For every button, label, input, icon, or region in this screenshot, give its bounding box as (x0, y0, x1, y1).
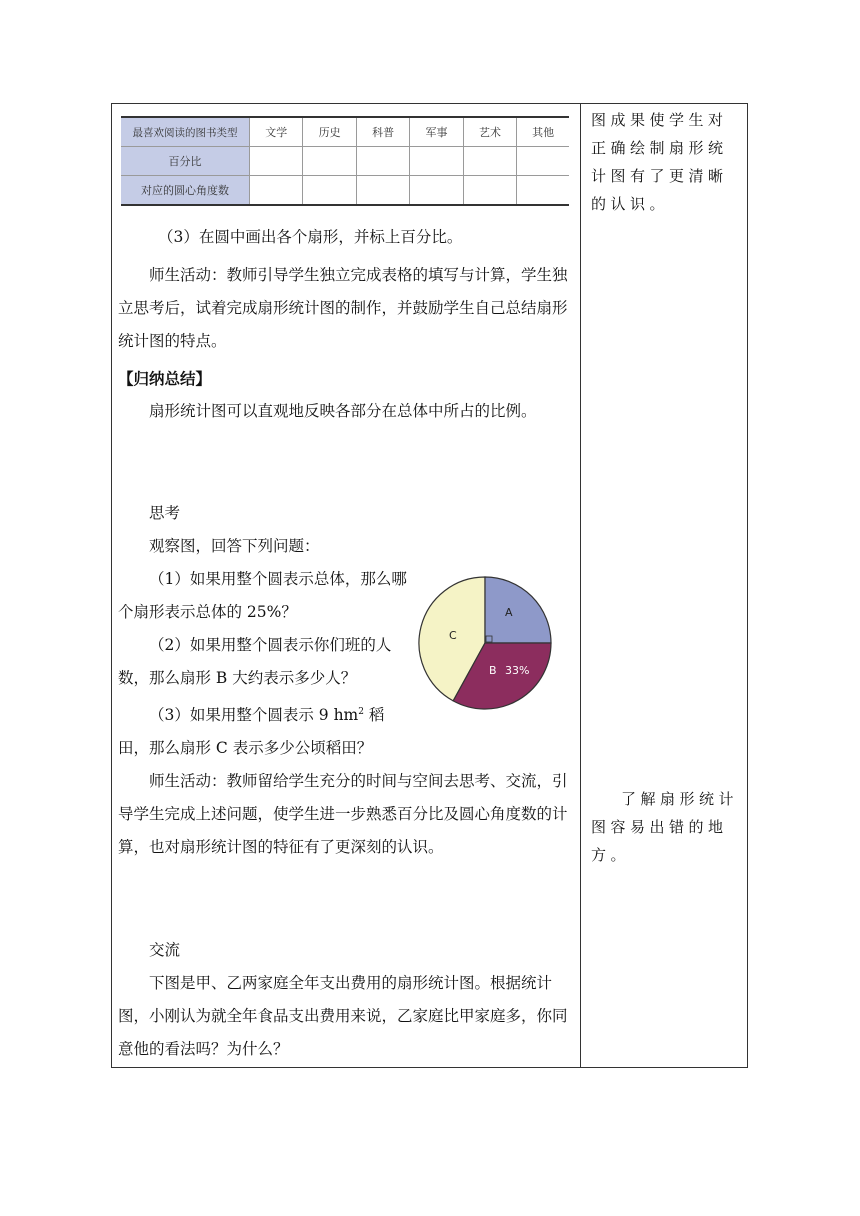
table-row (121, 176, 569, 206)
pie-chart (417, 575, 557, 715)
table-cell (303, 147, 356, 176)
table-row (121, 147, 569, 176)
question-2: （2）如果用整个圆表示你们班的人数，那么扇形 B 大约表示多少人？ (118, 636, 392, 687)
table-cell: 艺术 (463, 117, 516, 147)
table-cell (517, 176, 569, 206)
slice-b-label: B (489, 664, 497, 677)
exchange-text: 下图是甲、乙两家庭全年支出费用的扇形统计图。根据统计图，小刚认为就全年食品支出费用来说，乙家庭比甲家庭多，你同意他的看法吗？为什么？ (118, 974, 568, 1058)
exchange-heading: 交流 (149, 941, 181, 959)
side-note-2: 了解扇形统计图容易出错的地方。 (591, 790, 739, 864)
table-cell: 科普 (356, 117, 409, 147)
superscript-2: 2 (358, 706, 364, 717)
step3-text: （3）在圆中画出各个扇形，并标上百分比。 (158, 228, 463, 246)
table-cell: 文学 (250, 117, 303, 147)
activity-text-1: 师生活动：教师引导学生独立完成表格的填写与计算，学生独立思考后，试着完成扇形统计图的制作，并鼓励学生自己总结扇形统计图的特点。 (118, 266, 568, 350)
question-1: （1）如果用整个圆表示总体，那么哪个扇形表示总体的 25%？ (118, 570, 407, 621)
table-cell: 历史 (303, 117, 356, 147)
side-note-1: 图成果使学生对正确绘制扇形统计图有了更清晰的认识。 (591, 111, 728, 213)
question-3 (118, 699, 410, 765)
think-intro: 观察图，回答下列问题： (149, 537, 320, 555)
question-3-start: （3）如果用整个圆表示 9 hm (149, 706, 359, 724)
table-cell: 其他 (517, 117, 569, 147)
table-cell (517, 147, 569, 176)
table-cell: 对应的圆心角度数 (121, 176, 250, 206)
table-cell (356, 176, 409, 206)
slice-c-label: C (449, 629, 457, 642)
table-cell: 军事 (410, 117, 463, 147)
slice-b-percent: 33% (505, 664, 530, 677)
summary-text: 扇形统计图可以直观地反映各部分在总体中所占的比例。 (149, 402, 537, 420)
pie-slice-a (485, 577, 551, 643)
think-heading: 思考 (149, 504, 181, 522)
table-cell (463, 176, 516, 206)
table-cell: 百分比 (121, 147, 250, 176)
book-type-table (121, 116, 569, 206)
table-cell: 最喜欢阅读的图书类型 (121, 117, 250, 147)
table-cell (356, 147, 409, 176)
table-cell (463, 147, 516, 176)
activity-text-2: 师生活动：教师留给学生充分的时间与空间去思考、交流，引导学生完成上述问题，使学生进一步熟悉百分比及圆心角度数的计算，也对扇形统计图的特征有了更深刻的认识。 (118, 772, 568, 856)
table-cell (410, 147, 463, 176)
summary-heading: 【归纳总结】 (118, 370, 212, 388)
column-divider (580, 103, 581, 1068)
table-cell (303, 176, 356, 206)
slice-a-label: A (505, 606, 513, 619)
question-3-end: 稻田，那么扇形 C 表示多少公顷稻田？ (118, 706, 385, 757)
table-cell (410, 176, 463, 206)
table-cell (250, 147, 303, 176)
table-row (121, 117, 569, 147)
table-cell (250, 176, 303, 206)
